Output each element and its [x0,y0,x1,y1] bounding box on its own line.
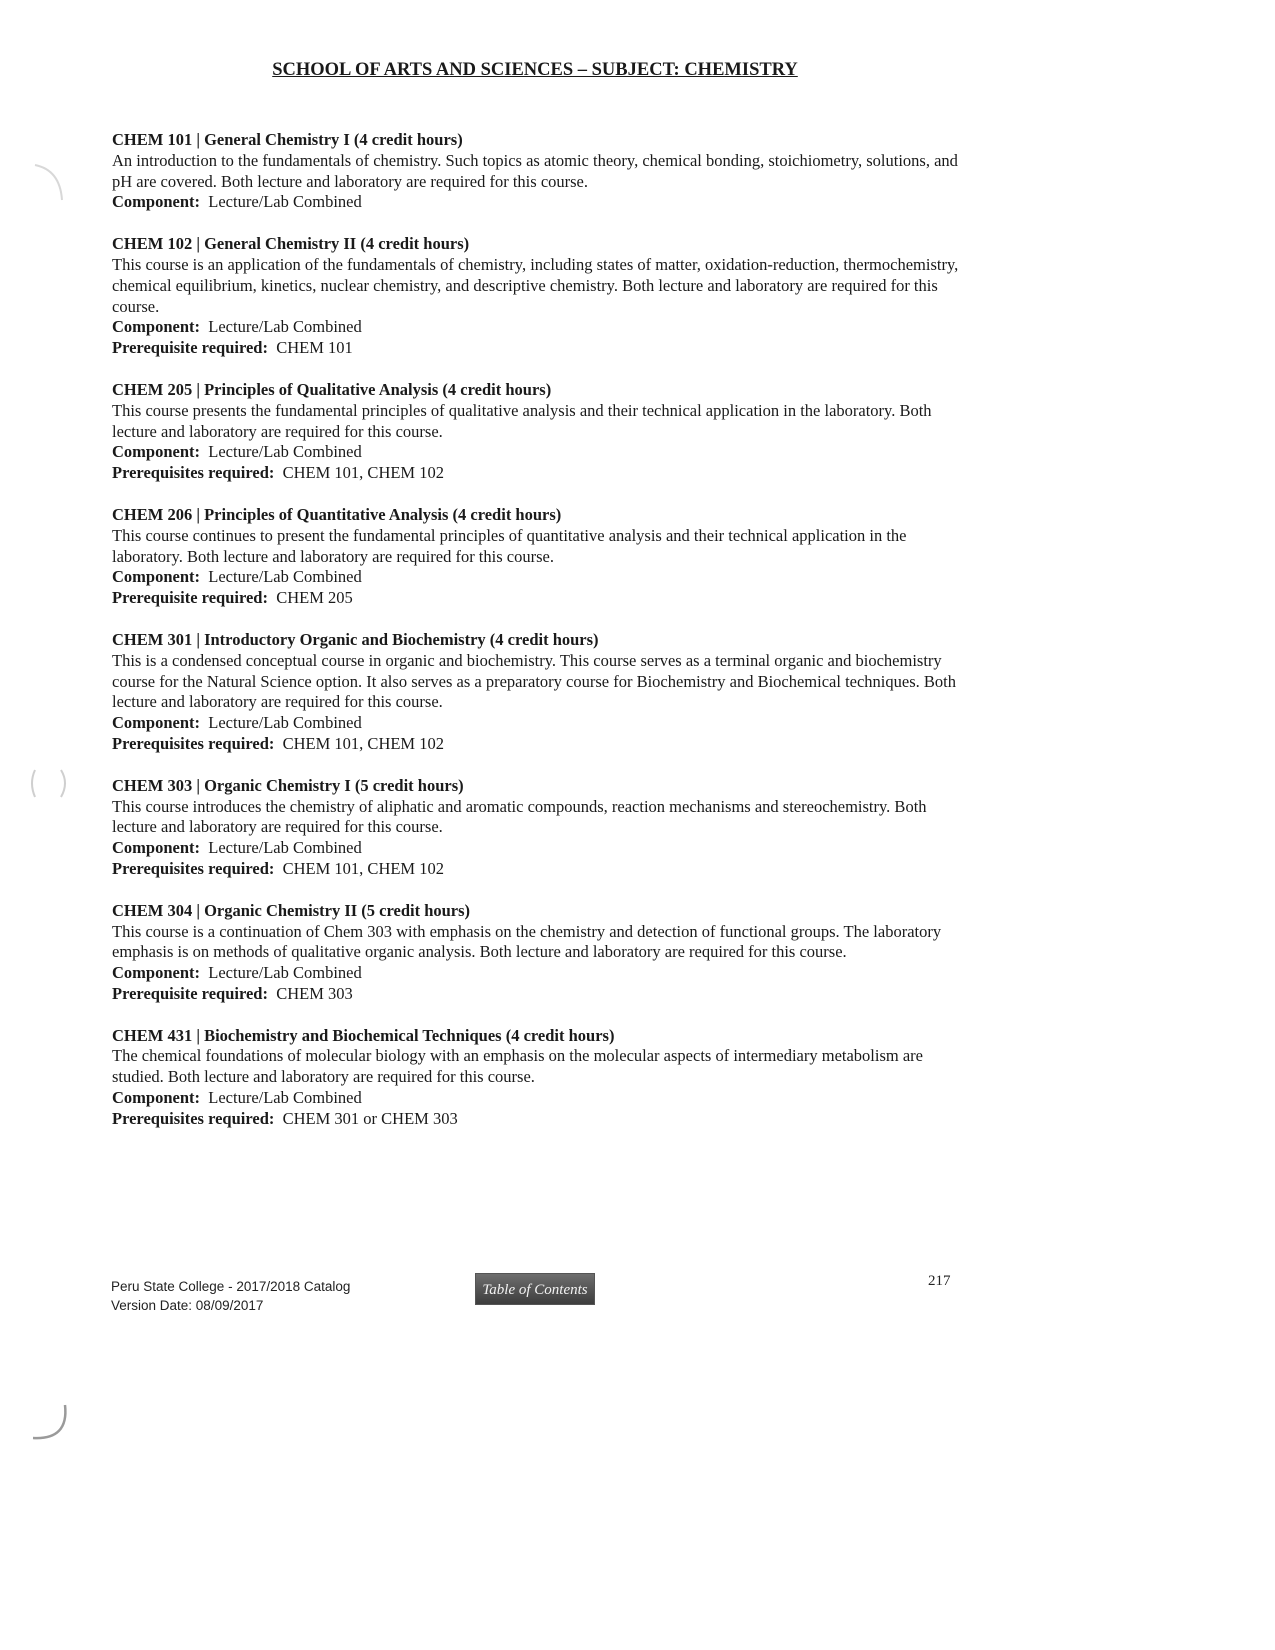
course-heading: CHEM 301 | Introductory Organic and Biochemistry (4 credit hours) [112,629,599,649]
course-heading: CHEM 303 | Organic Chemistry I (5 credit hours) [112,775,464,795]
prerequisite-line [112,734,962,755]
component-line [112,192,962,213]
course-description: This course is an application of the fundamentals of chemistry, including states of matter, oxidation-reduction, thermochemistry, chemical equilibrium, kinetics, nuclear chemistry, and descriptive chemistry. Both lecture and laboratory are required for this course. [112,254,959,316]
component-label: Component: [112,838,201,858]
page-number: 217 [928,1273,951,1289]
prerequisite-value: CHEM 205 [276,588,353,608]
course-heading: CHEM 102 | General Chemistry II (4 credit hours) [112,234,470,254]
course-entry [112,130,962,213]
course-description: This course presents the fundamental principles of qualitative analysis and their technical application in the laboratory. Both lecture and laboratory are required for this course. [112,400,932,441]
course-heading: CHEM 205 | Principles of Qualitative Analysis (4 credit hours) [112,379,552,399]
course-description: An introduction to the fundamentals of chemistry. Such topics as atomic theory, chemical bonding, stoichiometry, solutions, and pH are covered. Both lecture and laboratory are required for this course. [112,150,958,191]
component-line [112,317,962,338]
course-heading: CHEM 304 | Organic Chemistry II (5 credit hours) [112,900,471,920]
prerequisite-value: CHEM 101 [276,338,353,358]
component-label: Component: [112,192,201,212]
prerequisite-label: Prerequisites required: [112,733,275,753]
component-line [112,713,962,734]
component-line [112,1088,962,1109]
component-label: Component: [112,963,201,983]
prerequisite-label: Prerequisites required: [112,463,275,483]
course-entry [112,630,962,755]
catalog-name: Peru State College - 2017/2018 Catalog [111,1279,351,1294]
component-value: Lecture/Lab Combined [208,713,362,733]
course-heading: CHEM 206 | Principles of Quantitative Analysis (4 credit hours) [112,504,562,524]
prerequisite-line [112,1109,962,1130]
prerequisite-line [112,338,962,359]
scan-mark-middle [25,765,75,805]
prerequisite-label: Prerequisite required: [112,338,268,358]
scan-mark-top [30,160,70,210]
component-value: Lecture/Lab Combined [208,963,362,983]
footer-info [111,1277,350,1315]
prerequisite-value: CHEM 101, CHEM 102 [282,733,444,753]
course-description: The chemical foundations of molecular biology with an emphasis on the molecular aspects of intermediary metabolism are studied. Both lecture and laboratory are required for this course. [112,1046,923,1087]
course-entry [112,901,962,1005]
component-label: Component: [112,442,201,462]
prerequisite-line [112,984,962,1005]
component-label: Component: [112,1088,201,1108]
prerequisite-line [112,588,962,609]
component-line [112,567,962,588]
component-label: Component: [112,317,201,337]
component-line [112,838,962,859]
prerequisite-line [112,463,962,484]
course-entry [112,776,962,880]
course-description: This course introduces the chemistry of aliphatic and aromatic compounds, reaction mechanisms and stereochemistry. Both lecture and laboratory are required for this course. [112,796,927,837]
component-label: Component: [112,713,201,733]
course-entry [112,234,962,359]
course-entry [112,380,962,484]
component-line [112,442,962,463]
component-label: Component: [112,567,201,587]
prerequisite-label: Prerequisites required: [112,1108,275,1128]
component-value: Lecture/Lab Combined [208,838,362,858]
course-list [112,130,962,1151]
course-heading: CHEM 101 | General Chemistry I (4 credit hours) [112,130,463,149]
course-heading: CHEM 431 | Biochemistry and Biochemical Techniques (4 credit hours) [112,1025,615,1045]
component-value: Lecture/Lab Combined [208,317,362,337]
component-value: Lecture/Lab Combined [208,567,362,587]
course-entry [112,505,962,609]
course-description: This course continues to present the fundamental principles of quantitative analysis and their technical application in the laboratory. Both lecture and laboratory are required for this course. [112,525,907,566]
course-description: This is a condensed conceptual course in organic and biochemistry. This course serves as a terminal organic and biochemistry course for the Natural Science option. It also serves as a preparatory course for Biochemistry and Biochemical techniques. Both lecture and laboratory are required for this course. [112,650,956,712]
prerequisite-value: CHEM 101, CHEM 102 [282,463,444,483]
course-entry [112,1026,962,1130]
component-value: Lecture/Lab Combined [208,192,362,212]
prerequisite-value: CHEM 301 or CHEM 303 [282,1108,458,1128]
version-date: Version Date: 08/09/2017 [111,1298,264,1313]
page-title: SCHOOL OF ARTS AND SCIENCES – SUBJECT: CHEMISTRY [272,60,798,80]
prerequisite-value: CHEM 303 [276,983,353,1003]
prerequisite-label: Prerequisites required: [112,858,275,878]
scan-mark-bottom [25,1400,75,1450]
prerequisite-label: Prerequisite required: [112,983,268,1003]
prerequisite-value: CHEM 101, CHEM 102 [282,858,444,878]
table-of-contents-button[interactable]: Table of Contents [475,1273,595,1305]
component-value: Lecture/Lab Combined [208,442,362,462]
component-value: Lecture/Lab Combined [208,1088,362,1108]
prerequisite-line [112,859,962,880]
course-description: This course is a continuation of Chem 303 with emphasis on the chemistry and detection of functional groups. The laboratory emphasis is on methods of qualitative organic analysis. Both lecture and laboratory are required for this course. [112,921,942,962]
component-line [112,963,962,984]
prerequisite-label: Prerequisite required: [112,588,268,608]
